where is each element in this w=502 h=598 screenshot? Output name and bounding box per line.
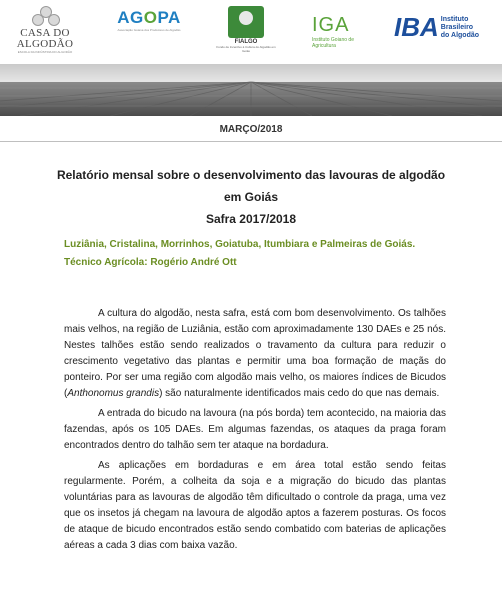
divider	[0, 141, 502, 142]
fialgo-name: FIALGO	[234, 39, 258, 45]
title-line-3: Safra 2017/2018	[205, 212, 297, 226]
field-banner-image	[0, 64, 502, 116]
casa-tagline: ESCOLA DA INDÚSTRIA DO ALGODÃO	[17, 50, 73, 54]
fialgo-tagline: Fundo de Incentivo à Cultura do Algodão em Goiás	[216, 45, 276, 53]
casa-line2: ALGODÃO	[16, 38, 74, 50]
iga-logo	[312, 14, 372, 49]
title-line-2: em Goiás	[223, 190, 279, 204]
logo-bar	[0, 0, 502, 62]
report-meta	[64, 236, 484, 272]
agopa-tagline: Associação Goiana dos Produtores de Algodão	[117, 28, 181, 32]
iba-name: IBA	[394, 12, 439, 42]
paragraph-3: As aplicações em bordaduras e em área total estão sendo feitas regularmente. Porém, a colheita da soja e a migração do bicudo das plantas voluntárias para as lavouras de algodão têm dificultado o controle da praga, uma vez que os insetos já chegam na lavoura de algodão aptos a fazerem posturas. Os focos de ataque de bicudo encontrados estão sendo combatido com baterias de aplicações aéreas a cada 3 dias com baixa vazão.	[64, 460, 446, 551]
cotton-boll-icon	[31, 6, 59, 28]
iba-logo	[394, 14, 498, 40]
iga-name: IGA	[312, 14, 350, 36]
report-month: MARÇO/2018	[219, 124, 283, 135]
paragraph-2: A entrada do bicudo na lavoura (na pós borda) tem acontecido, na maioria das fazendas, após os 105 DAEs. Em algumas fazendas, os ataques da praga foram encontrados dentro do talhão sem ter ataque na bordadura.	[64, 408, 446, 451]
report-body	[64, 306, 446, 554]
title-line-1: Relatório mensal sobre o desenvolvimento das lavouras de algodão	[56, 168, 446, 182]
iga-tagline: Instituto Goiano de Agricultura	[312, 37, 354, 49]
report-title	[20, 164, 482, 230]
regions-line: Luziânia, Cristalina, Morrinhos, Goiatuba, Itumbiara e Palmeiras de Goiás.	[64, 239, 416, 250]
casa-do-algodao-logo	[14, 6, 76, 54]
casa-line1: CASA DO	[20, 27, 70, 39]
paragraph-1: A cultura do algodão, nesta safra, está com bom desenvolvimento. Os talhões mais velhos, na região de Luziânia, estão com aproximadamente 130 DAEs e 25 nós. Nestes talhões estão sendo realizados o travamento da cultura para reduzir o crescimento vegetativo das plantas e permitir uma boa formação de maçãs do ponteiro. Por ser uma região com algodão mais velho, os maiores índices de Bicudos (Anthonomus grandis) são naturalmente identificados mais cedo do que nas demais.	[64, 308, 446, 399]
agopa-wordmark: AGOPA	[117, 8, 181, 27]
fialgo-logo	[216, 6, 276, 53]
agopa-logo	[110, 8, 188, 32]
iba-fullname: Instituto Brasileiro do Algodão	[440, 16, 480, 39]
fialgo-emblem-icon	[228, 6, 264, 38]
technician-line: Técnico Agrícola: Rogério André Ott	[64, 257, 237, 268]
